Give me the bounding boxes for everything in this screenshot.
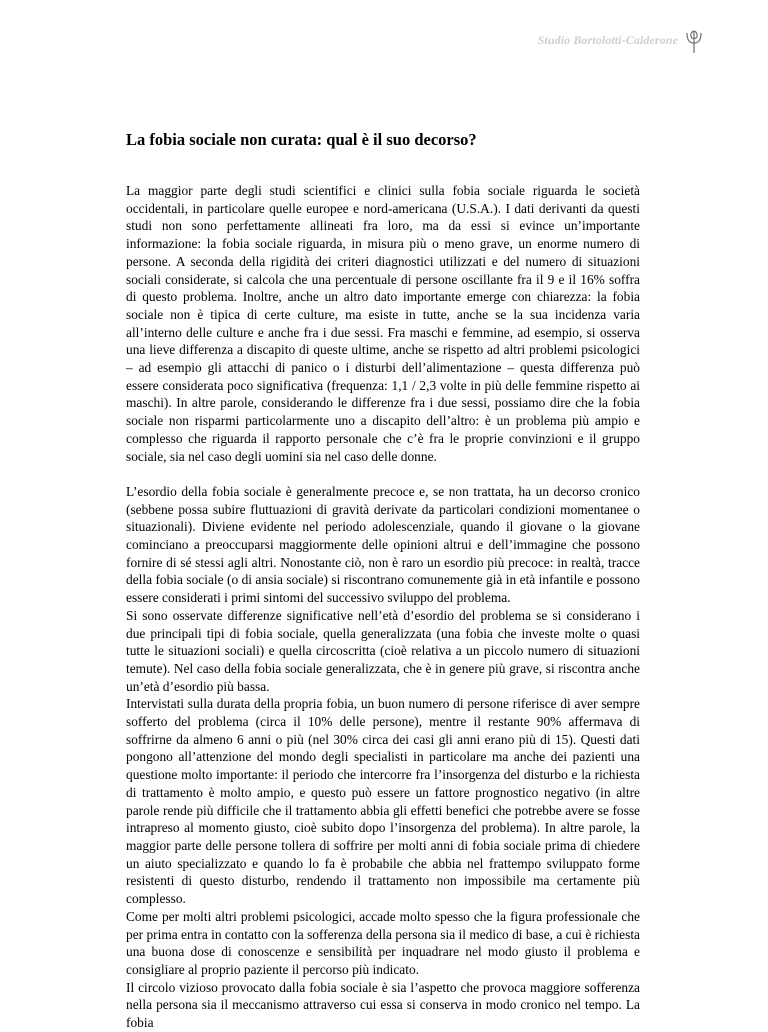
paragraph: Intervistati sulla durata della propria fobia, un buon numero di persone riferisce di aver sempre sofferto del problema (circa il 10% delle persone), mentre il restante 90% affermava di soffrirne da almeno 6 anni o più (nel 30% circa dei casi gli anni erano più di 15). Questi dati pongono all’attenzione del mondo degli specialisti in particolare ma anche dei pazienti una questione molto importante: il periodo che intercorre fra l’insorgenza del disturbo e la richiesta di trattamento è molto ampio, e questo può essere un fattore prognostico negativo (in altre parole rende più difficile che il trattamento abbia gli effetti benefici che potrebbe avere se fosse intrapreso al momento giusto, cioè subito dopo l’insorgenza del problema). In altre parole, la maggior parte delle persone tollera di soffrire per molti anni di fobia sociale prima di chiedere un aiuto specializzato e quando lo fa è probabile che abbia nel frattempo sviluppato forme resistenti di questo disturbo, rendendo il trattamento non impossibile ma certamente più complesso.: [126, 696, 640, 907]
paragraph: La maggior parte degli studi scientifici e clinici sulla fobia sociale riguarda le società occidentali, in particolare quelle europee e nord-americana (U.S.A.). I dati derivanti da questi studi non sono perfettamente allineati fra loro, ma da essi si evince un’importante informazione: la fobia sociale riguarda, in misura più o meno grave, un enorme numero di persone. A seconda della rigidità dei criteri diagnostici utilizzati e del numero di situazioni sociali considerate, si calcola che una percentuale di persone oscillante fra il 9 e il 16% soffra di questo problema. Inoltre, anche un altro dato importante emerge con chiarezza: la fobia sociale non è tipica di certe culture, ma esiste in tutte, anche se la sua incidenza varia all’interno delle culture e anche fra i due sessi. Fra maschi e femmine, ad esempio, si osserva una lieve differenza a discapito di queste ultime, anche se rispetto ad altri problemi psicologici – ad esempio gli attacchi di panico o i disturbi dell’alimentazione – questa differenza può essere considerata poco significativa (frequenza: 1,1 / 2,3 volte in più delle femmine rispetto ai maschi). In altre parole, considerando le differenze fra i due sessi, possiamo dire che la fobia sociale non risparmi particolarmente uno a discapito dell’altro: è un problema più ampio e complesso che riguarda il rapporto personale che c’è fra le proprie convinzioni e il gruppo sociale, sia nel caso degli uomini sia nel caso delle donne.: [126, 183, 640, 464]
paragraph: L’esordio della fobia sociale è generalmente precoce e, se non trattata, ha un decorso cronico (sebbene possa subire fluttuazioni di gravità derivate da particolari condizioni momentanee o situazionali). Diviene evidente nel periodo adolescenziale, quando il giovane o la giovane cominciano a preoccuparsi maggiormente delle opinioni altrui e dell’immagine che possono fornire di sé stessi agli altri. Nonostante ciò, non è raro un esordio più precoce: in realtà, tracce della fobia sociale (o di ansia sociale) si riscontrano comunemente già in età infantile e possono essere considerati i primi sintomi del successivo sviluppo del problema.: [126, 483, 640, 606]
header: [538, 28, 678, 52]
paragraph: Il circolo vizioso provocato dalla fobia sociale è sia l’aspetto che provoca maggiore sofferenza nella persona sia il meccanismo attraverso cui essa si conserva in modo cronico nel tempo. La fobia: [126, 979, 640, 1031]
paragraph: Come per molti altri problemi psicologici, accade molto spesso che la figura professionale che per prima entra in contatto con la sofferenza della persona sia il medico di base, a cui è richiesta una buona dose di conoscenze e sensibilità per inquadrare nel modo giusto il problema e consigliare al proprio paziente il percorso più indicato.: [126, 908, 640, 977]
paragraph: Si sono osservate differenze significative nell’età d’esordio del problema se si considerano i due principali tipi di fobia sociale, quella generalizzata (una fobia che investe molte o quasi tutte le situazioni sociali) e quella circoscritta (cioè relativa a un piccolo numero di situazioni temute). Nel caso della fobia sociale generalizzata, che è in genere più grave, si riscontra anche un’età d’esordio più bassa.: [126, 607, 640, 694]
document-title: La fobia sociale non curata: qual è il suo decorso?: [126, 130, 477, 149]
studio-name: Studio Bortolotti-Calderone: [537, 32, 678, 47]
document-body: [126, 182, 640, 1032]
psi-symbol-icon: [684, 29, 704, 55]
